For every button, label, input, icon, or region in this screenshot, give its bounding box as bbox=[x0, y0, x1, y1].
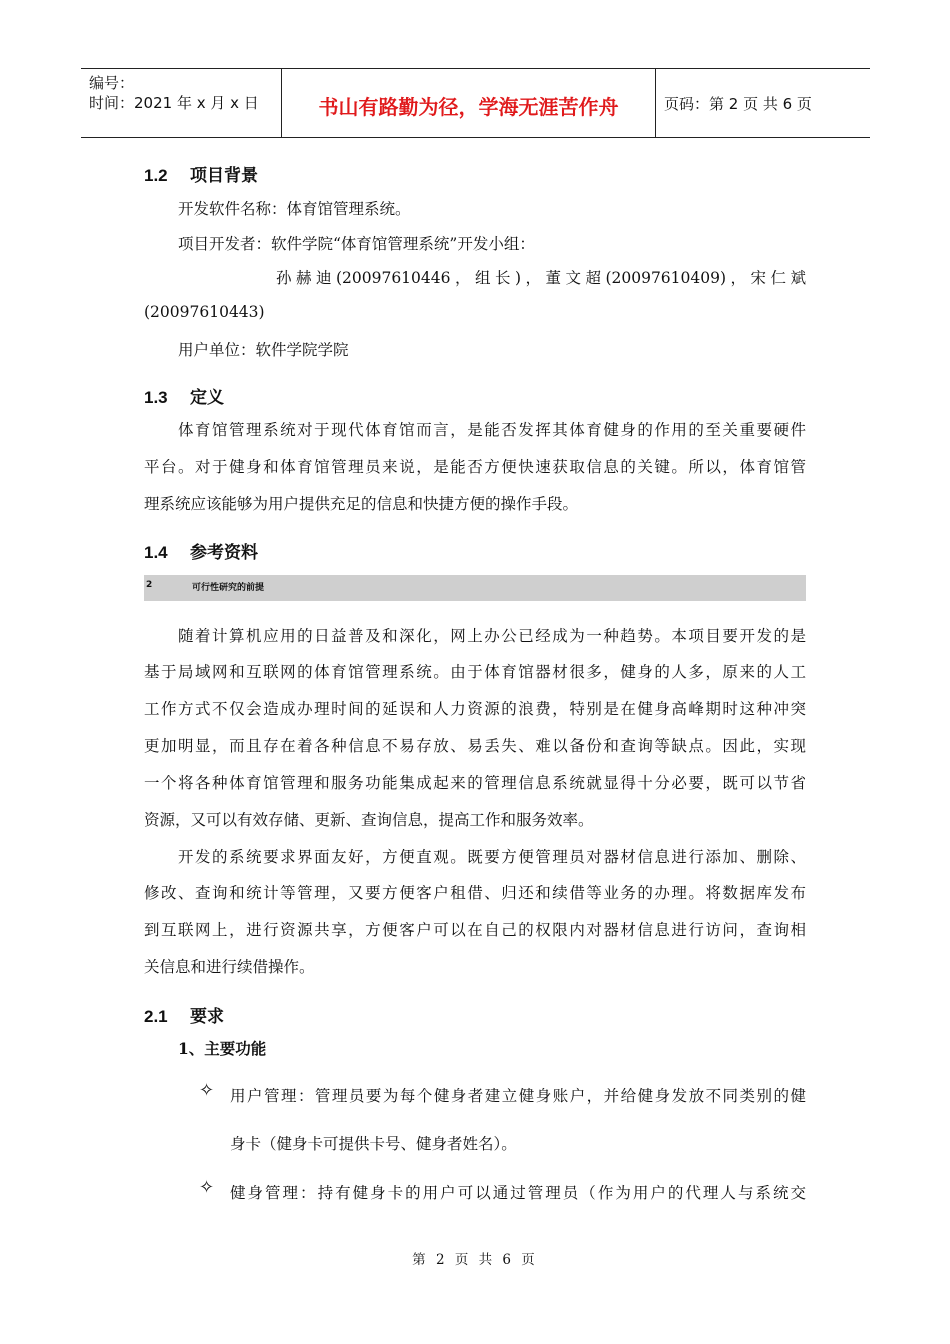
definition-line-2: 平台。对于健身和体育馆管理员来说，是能否方便快速获取信息的关键。所以，体育馆管 bbox=[144, 458, 806, 476]
premise-p1-line-3: 工作方式不仅会造成办理时间的延误和人力资源的浪费，特别是在健身高峰期时这种冲突 bbox=[144, 700, 806, 718]
section-number: 1.2 bbox=[144, 166, 168, 185]
diamond-bullet-icon: ✧ bbox=[199, 1177, 215, 1198]
definition-line-3: 理系统应该能够为用户提供充足的信息和快捷方便的操作手段。 bbox=[144, 495, 579, 513]
section-title: 定义 bbox=[190, 388, 224, 407]
bullet-1-line-2: 身卡（健身卡可提供卡号、健身者姓名）。 bbox=[230, 1135, 517, 1153]
premise-p1-line-2: 基于局域网和互联网的体育馆管理系统。由于体育馆器材很多，健身的人多，原来的人工 bbox=[144, 663, 806, 681]
premise-p2-line-1: 开发的系统要求界面友好，方便直观。既要方便管理员对器材信息进行添加、删除、 bbox=[178, 848, 806, 866]
footer-page-number: 第 2 页 共 6 页 bbox=[412, 1252, 538, 1268]
members-line-2: (20097610443) bbox=[144, 303, 265, 321]
section-heading-2-1 bbox=[144, 1002, 224, 1027]
document-number-label: 编号： bbox=[89, 74, 135, 92]
developer-line: 项目开发者：软件学院“体育馆管理系统”开发小组： bbox=[178, 235, 535, 253]
members-line-1: 孙赫迪(20097610446，组长)，董文超(20097610409)，宋仁斌 bbox=[276, 269, 806, 287]
premise-p1-line-6: 资源，又可以有效存储、更新、查询信息，提高工作和服务效率。 bbox=[144, 811, 594, 829]
section-heading-1-3 bbox=[144, 383, 224, 408]
section-title: 要求 bbox=[190, 1007, 224, 1026]
section-title: 参考资料 bbox=[190, 543, 258, 562]
premise-p1-line-4: 更加明显，而且存在着各种信息不易存放、易丢失、难以备份和查询等缺点。因此，实现 bbox=[144, 737, 806, 755]
diamond-bullet-icon: ✧ bbox=[199, 1080, 215, 1101]
bullet-2-line-1: 健身管理：持有健身卡的用户可以通过管理员（作为用户的代理人与系统交 bbox=[230, 1184, 806, 1202]
section-number: 2.1 bbox=[144, 1007, 168, 1026]
definition-line-1: 体育馆管理系统对于现代体育馆而言，是能否发挥其体育健身的作用的至关重要硬件 bbox=[178, 421, 806, 439]
section-heading-1-2 bbox=[144, 161, 258, 186]
header-meta-cell bbox=[81, 69, 281, 137]
header-motto-cell bbox=[281, 69, 656, 137]
software-name-line: 开发软件名称：体育馆管理系统。 bbox=[178, 200, 411, 218]
section-number: 1.4 bbox=[144, 543, 168, 562]
premise-p2-line-3: 到互联网上，进行资源共享，方便客户可以在自己的权限内对器材信息进行访问，查询相 bbox=[144, 921, 806, 939]
document-date: 时间：2021 年 x 月 x 日 bbox=[89, 94, 259, 112]
header-motto: 书山有路勤为径，学海无涯苦作舟 bbox=[318, 95, 619, 119]
section-title: 项目背景 bbox=[190, 166, 258, 185]
page-header bbox=[81, 68, 870, 138]
chapter-title: 可行性研究的前提 bbox=[192, 583, 265, 593]
premise-p1-line-5: 一个将各种体育馆管理和服务功能集成起来的管理信息系统就显得十分必要，既可以节省 bbox=[144, 774, 806, 792]
section-number: 1.3 bbox=[144, 388, 168, 407]
page-footer bbox=[0, 1248, 950, 1268]
bullet-1-line-1: 用户管理：管理员要为每个健身者建立健身账户，并给健身发放不同类别的健 bbox=[230, 1087, 806, 1105]
user-unit-line: 用户单位：软件学院学院 bbox=[178, 341, 349, 359]
chapter-heading-band bbox=[144, 575, 806, 601]
header-page-cell bbox=[655, 69, 870, 137]
section-heading-1-4 bbox=[144, 538, 258, 563]
premise-p1-line-1: 随着计算机应用的日益普及和深化，网上办公已经成为一种趋势。本项目要开发的是 bbox=[178, 627, 806, 645]
premise-p2-line-4: 关信息和进行续借操作。 bbox=[144, 958, 315, 976]
header-page-info: 页码：第 2 页 共 6 页 bbox=[664, 95, 812, 113]
chapter-number: 2 bbox=[146, 580, 153, 590]
main-functions-heading: 1、主要功能 bbox=[178, 1039, 267, 1058]
premise-p2-line-2: 修改、查询和统计等管理，又要方便客户租借、归还和续借等业务的办理。将数据库发布 bbox=[144, 884, 806, 902]
